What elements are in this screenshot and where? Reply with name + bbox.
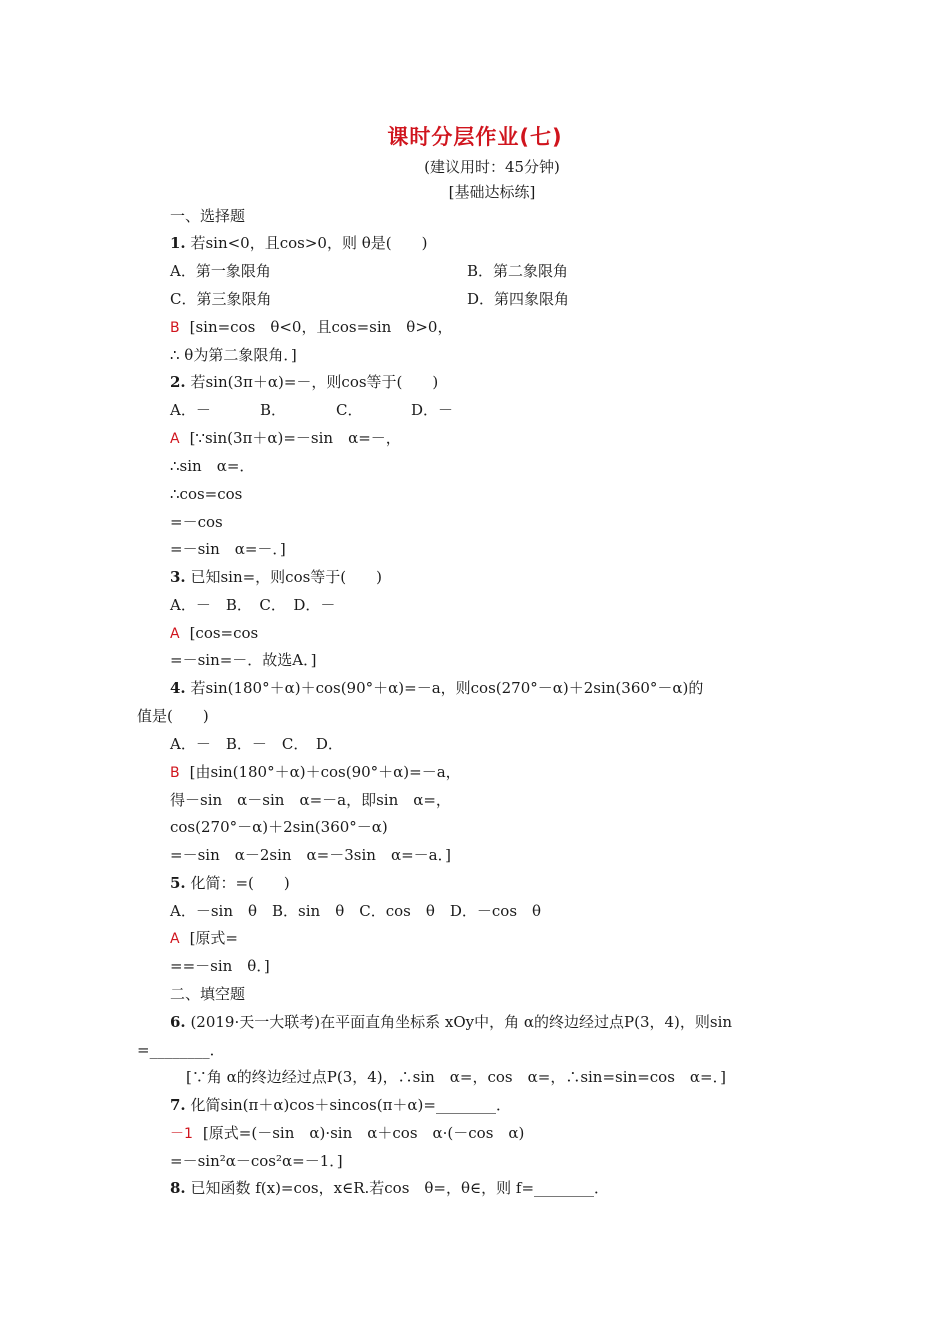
q2-option-c: C．: [336, 401, 363, 419]
q6-number: 6.: [170, 1013, 186, 1031]
q7-stem: [170, 1095, 511, 1115]
q7-solution-line1: －1 [原式=(－sin α)·sin α＋cos α·(－cos α): [170, 1124, 525, 1142]
q5-options: A．－sin θ B．sin θ C．cos θ D．－cos θ: [170, 902, 542, 920]
q4-options: A．－ B．－ C． D．: [170, 735, 343, 753]
q1-option-b: B．第二象限角: [467, 262, 569, 280]
q7-solution-line2: =－sin²α－cos²α=－1．]: [170, 1152, 343, 1170]
q2-option-b: B．: [260, 401, 287, 419]
q3-number: 3.: [170, 568, 186, 586]
q7-number: 7.: [170, 1096, 186, 1114]
q5-number: 5.: [170, 874, 186, 892]
q8-text: 已知函数 f(x)=cos，x∈R.若cos θ=，θ∈，则 f=________．: [190, 1179, 610, 1197]
q6-stem-line2: =________．: [137, 1041, 225, 1059]
suggested-time: (建议用时：45分钟): [424, 158, 560, 176]
q3-options: A．－ B． C． D．－: [170, 596, 336, 614]
q5-solution-line2: ==－sin θ．]: [170, 957, 270, 975]
q7-answer: －1: [170, 1126, 193, 1142]
q2-option-d: D．－: [411, 401, 454, 419]
q3-solution-line1: A [cos=cos: [170, 624, 259, 642]
q1-solution-line2: ∴ θ为第二象限角．]: [170, 346, 297, 364]
q1-answer: B: [170, 320, 180, 336]
q4-text: 若sin(180°＋α)＋cos(90°＋α)=－a，则cos(270°－α)＋2sin(360°－α)的: [190, 679, 704, 697]
q8-stem: [170, 1178, 609, 1198]
section-fill: 二、填空题: [170, 985, 246, 1003]
q2-solution-line4: =－cos: [170, 513, 223, 531]
q1-option-c: C．第三象限角: [170, 290, 272, 308]
q4-stem-line2: 值是( ): [137, 707, 209, 725]
q2-stem: [170, 372, 438, 392]
q4-stem-line1: [170, 678, 703, 698]
q5-solution-line1: A [原式=: [170, 929, 238, 947]
q2-text: 若sin(3π＋α)=－，则cos等于( ): [190, 373, 439, 391]
q3-text: 已知sin=，则cos等于( ): [190, 568, 383, 586]
q2-number: 2.: [170, 373, 186, 391]
level-heading: [基础达标练]: [448, 183, 536, 201]
q6-solution: [∵角 α的终边经过点P(3，4)，∴sin α=，cos α=，∴sin=sin=cos α=．]: [186, 1068, 726, 1086]
q5-text: 化简：=( ): [190, 874, 290, 892]
q6-text: (2019·天一大联考)在平面直角坐标系 xOy中，角 α的终边经过点P(3，4)，则sin: [190, 1013, 733, 1031]
q1-option-a: A．第一象限角: [170, 262, 271, 280]
q1-text: 若sin<0，且cos>0，则 θ是( ): [190, 234, 428, 252]
q4-solution-line2: 得－sin α－sin α=－a，即sin α=，: [170, 791, 451, 809]
page-title: 课时分层作业(七): [387, 125, 563, 149]
q5-answer: A: [170, 931, 180, 947]
q1-option-d: D．第四象限角: [467, 290, 570, 308]
q3-answer: A: [170, 626, 180, 642]
section-choice: 一、选择题: [170, 207, 246, 225]
q1-number: 1.: [170, 234, 186, 252]
q4-solution-line4: =－sin α－2sin α=－3sin α=－a．]: [170, 846, 451, 864]
q2-solution-line3: ∴cos=cos: [170, 485, 243, 503]
q2-solution-line2: ∴sin α=．: [170, 457, 255, 475]
q2-answer: A: [170, 431, 180, 447]
q5-stem: [170, 873, 290, 893]
q3-solution-line2: =－sin=－．故选A．]: [170, 651, 317, 669]
q8-number: 8.: [170, 1179, 186, 1197]
q4-number: 4.: [170, 679, 186, 697]
q2-solution-line5: =－sin α=－．]: [170, 540, 286, 558]
q2-solution-line1: A [∵sin(3π＋α)=－sin α=－，: [170, 429, 401, 447]
q2-option-a: A．－: [170, 401, 211, 419]
q1-stem: [170, 233, 427, 253]
q4-answer: B: [170, 765, 180, 781]
q6-stem-line1: [170, 1012, 732, 1032]
q1-solution-line1: B [sin=cos θ<0，且cos=sin θ>0，: [170, 318, 453, 336]
q4-solution-line1: B [由sin(180°＋α)＋cos(90°＋α)=－a，: [170, 763, 461, 781]
q3-stem: [170, 567, 382, 587]
q7-text: 化简sin(π＋α)cos＋sincos(π＋α)=________．: [190, 1096, 511, 1114]
q4-solution-line3: cos(270°－α)＋2sin(360°－α): [170, 818, 388, 836]
